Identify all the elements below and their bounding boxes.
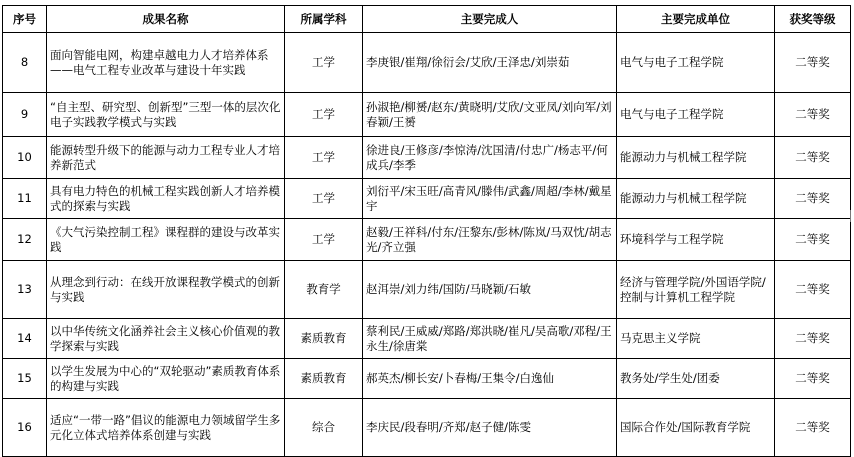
scrollbar-marker [850, 210, 851, 222]
table-row [3, 219, 851, 261]
cell-discipline: 工学 [285, 219, 363, 261]
cell-no: 15 [3, 359, 47, 399]
header-people: 主要完成人 [363, 6, 617, 33]
cell-unit: 教务处/学生处/团委 [617, 359, 775, 399]
cell-discipline: 工学 [285, 33, 363, 93]
header-award: 获奖等级 [775, 6, 851, 33]
cell-people: 赵洱崇/刘力纬/国防/马晓颖/石敏 [363, 261, 617, 319]
table-row [3, 137, 851, 179]
table-row [3, 359, 851, 399]
header-row [3, 6, 851, 33]
cell-no: 14 [3, 319, 47, 359]
table-row [3, 93, 851, 137]
cell-unit: 环境科学与工程学院 [617, 219, 775, 261]
cell-people: 李庚银/崔翔/徐衍会/艾欣/王泽忠/刘崇茹 [363, 33, 617, 93]
cell-people: 李庆民/段春明/齐郑/赵子健/陈雯 [363, 399, 617, 457]
cell-no: 8 [3, 33, 47, 93]
cell-award: 二等奖 [775, 261, 851, 319]
cell-no: 13 [3, 261, 47, 319]
cell-title: 具有电力特色的机械工程实践创新人才培养模式的探索与实践 [47, 179, 285, 219]
cell-unit: 电气与电子工程学院 [617, 93, 775, 137]
table-row [3, 33, 851, 93]
cell-award: 二等奖 [775, 219, 851, 261]
header-unit: 主要完成单位 [617, 6, 775, 33]
cell-unit: 能源动力与机械工程学院 [617, 179, 775, 219]
cell-title: 《大气污染控制工程》课程群的建设与改革实践 [47, 219, 285, 261]
cell-no: 12 [3, 219, 47, 261]
cell-discipline: 工学 [285, 137, 363, 179]
cell-award: 二等奖 [775, 399, 851, 457]
table-row [3, 319, 851, 359]
cell-no: 11 [3, 179, 47, 219]
cell-people: 郝英杰/柳长安/卜春梅/王集令/白逸仙 [363, 359, 617, 399]
header-title: 成果名称 [47, 6, 285, 33]
cell-people: 刘衍平/宋玉旺/高青风/滕伟/武鑫/周超/李林/戴星宇 [363, 179, 617, 219]
cell-award: 二等奖 [775, 319, 851, 359]
cell-people: 赵毅/王祥科/付东/汪黎东/彭林/陈岚/马双忱/胡志光/齐立强 [363, 219, 617, 261]
cell-title: “自主型、研究型、创新型”三型一体的层次化电子实践教学模式与实践 [47, 93, 285, 137]
cell-title: 面向智能电网，构建卓越电力人才培养体系——电气工程专业改革与建设十年实践 [47, 33, 285, 93]
cell-no: 10 [3, 137, 47, 179]
cell-title: 适应“一带一路”倡议的能源电力领域留学生多元化立体式培养体系创建与实践 [47, 399, 285, 457]
cell-unit: 能源动力与机械工程学院 [617, 137, 775, 179]
cell-award: 二等奖 [775, 93, 851, 137]
cell-discipline: 工学 [285, 179, 363, 219]
cell-people: 孙淑艳/柳赟/赵东/黄晓明/艾欣/文亚凤/刘向军/刘春颖/王赟 [363, 93, 617, 137]
cell-title: 以学生发展为中心的“双轮驱动”素质教育体系的构建与实践 [47, 359, 285, 399]
cell-title: 能源转型升级下的能源与动力工程专业人才培养新范式 [47, 137, 285, 179]
header-no: 序号 [3, 6, 47, 33]
header-discipline: 所属学科 [285, 6, 363, 33]
cell-title: 以中华传统文化涵养社会主义核心价值观的教学探索与实践 [47, 319, 285, 359]
cell-people: 蔡利民/王威威/郑路/郑洪晓/崔凡/吴高歌/邓程/王永生/徐唐棠 [363, 319, 617, 359]
cell-title: 从理念到行动：在线开放课程教学模式的创新与实践 [47, 261, 285, 319]
table-row [3, 399, 851, 457]
cell-award: 二等奖 [775, 33, 851, 93]
cell-award: 二等奖 [775, 137, 851, 179]
cell-people: 徐进良/王修彦/李惊涛/沈国清/付忠广/杨志平/何成兵/李季 [363, 137, 617, 179]
table-row [3, 261, 851, 319]
cell-discipline: 素质教育 [285, 359, 363, 399]
table-row [3, 179, 851, 219]
cell-discipline: 综合 [285, 399, 363, 457]
cell-unit: 马克思主义学院 [617, 319, 775, 359]
awards-table [2, 5, 851, 457]
cell-discipline: 工学 [285, 93, 363, 137]
cell-discipline: 素质教育 [285, 319, 363, 359]
cell-discipline: 教育学 [285, 261, 363, 319]
cell-unit: 国际合作处/国际教育学院 [617, 399, 775, 457]
cell-award: 二等奖 [775, 359, 851, 399]
cell-unit: 经济与管理学院/外国语学院/控制与计算机工程学院 [617, 261, 775, 319]
cell-no: 9 [3, 93, 47, 137]
cell-unit: 电气与电子工程学院 [617, 33, 775, 93]
cell-no: 16 [3, 399, 47, 457]
cell-award: 二等奖 [775, 179, 851, 219]
